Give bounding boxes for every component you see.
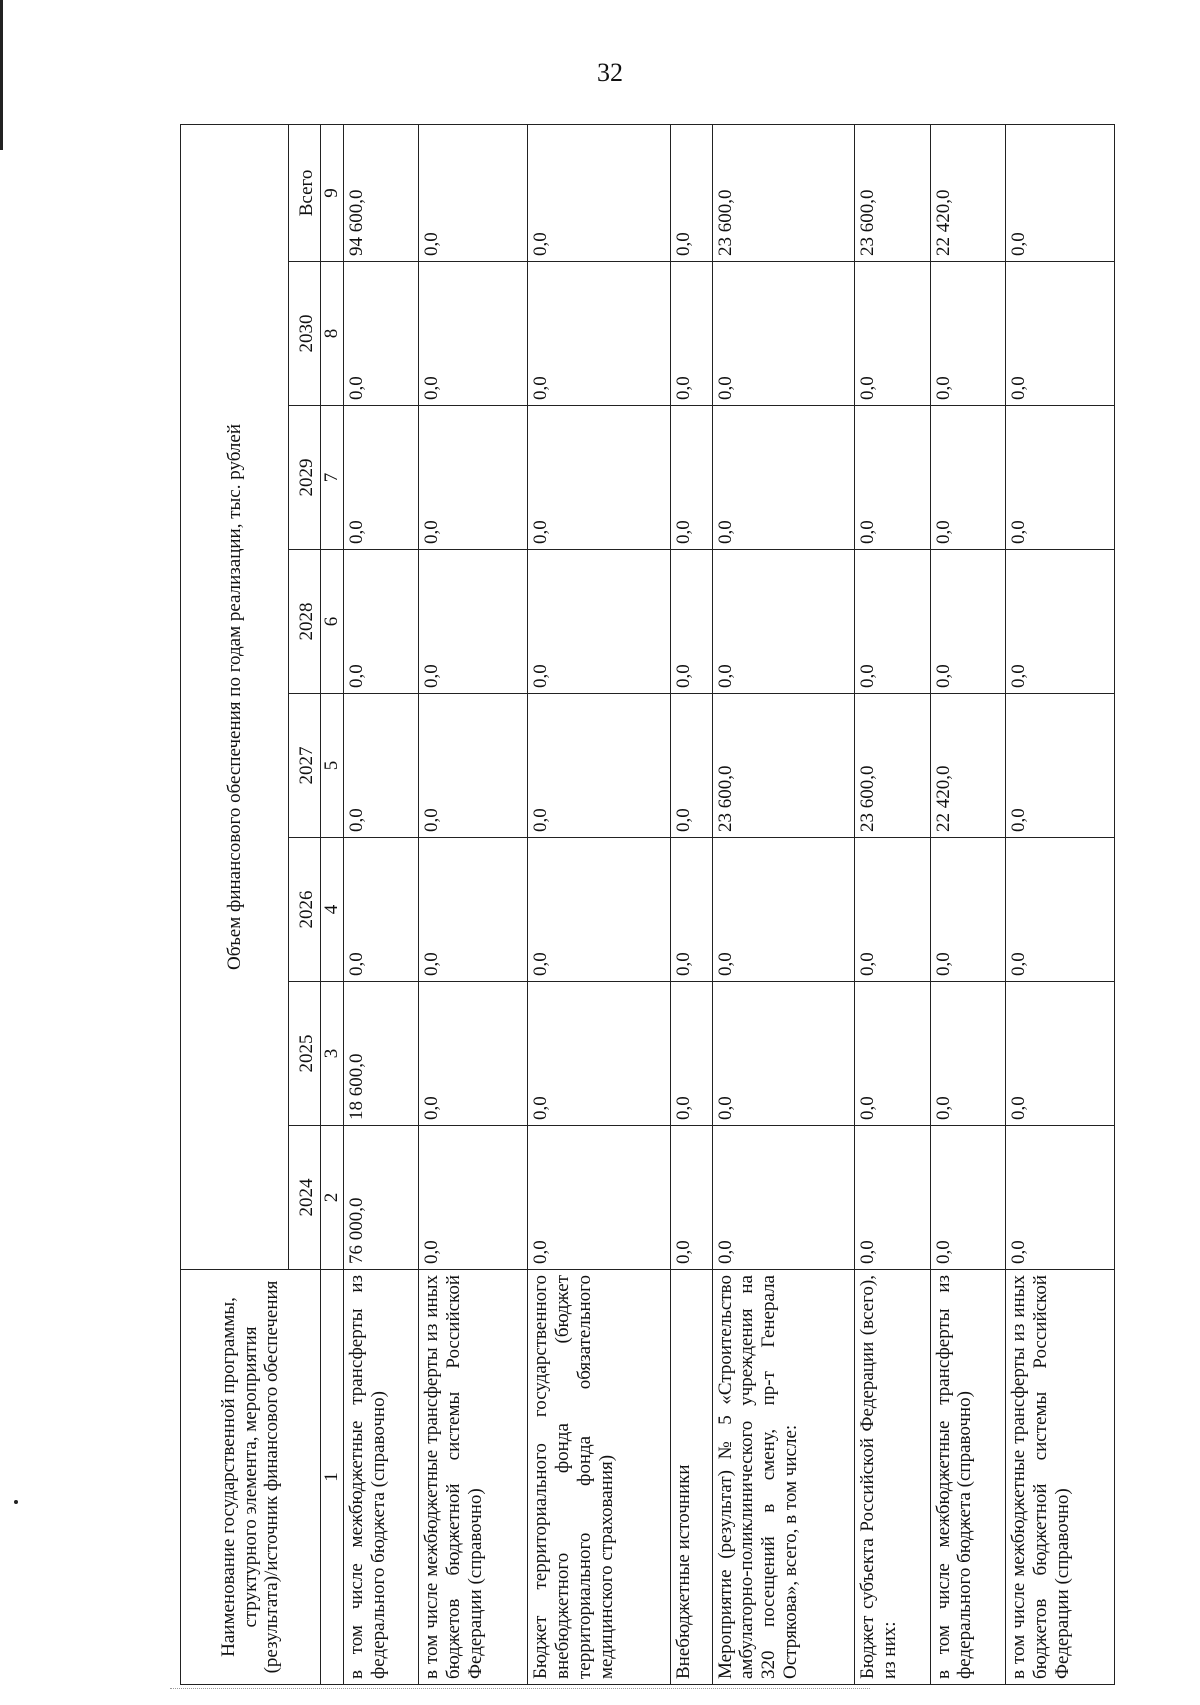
year-value-cell: 0,0	[930, 406, 1005, 550]
total-cell: 0,0	[419, 124, 528, 261]
table-row	[855, 124, 930, 1684]
year-value-cell: 0,0	[712, 1126, 855, 1270]
table-row	[528, 124, 671, 1684]
row-name-cell: Мероприятие (результат) № 5 «Строительство амбулаторно-поликлинического учреждения на 320 посещений в смену, пр-т Генерала Острякова», всего, в том числе:	[712, 1270, 855, 1685]
column-number: 7	[321, 406, 344, 550]
scan-edge-mark	[0, 0, 3, 150]
year-value-cell: 0,0	[855, 406, 930, 550]
table-row	[930, 124, 1005, 1684]
total-cell: 23 600,0	[855, 124, 930, 261]
row-name-cell: Внебюджетные источники	[671, 1270, 713, 1685]
row-name-cell: в том числе межбюджетные трансферты из федерального бюджета (справочно)	[343, 1270, 418, 1685]
year-header: 2030	[289, 262, 321, 406]
total-cell: 94 600,0	[343, 124, 418, 261]
year-value-cell: 0,0	[419, 694, 528, 838]
year-value-cell: 0,0	[419, 550, 528, 694]
year-value-cell: 0,0	[930, 1126, 1005, 1270]
column-number: 5	[321, 694, 344, 838]
year-value-cell: 0,0	[930, 838, 1005, 982]
year-value-cell: 0,0	[930, 550, 1005, 694]
year-value-cell: 0,0	[855, 838, 930, 982]
year-value-cell: 0,0	[671, 982, 713, 1126]
year-header: 2029	[289, 406, 321, 550]
name-column-header: Наименование государственной программы, структурного элемента, мероприятия (результата)/источник финансового обеспечения	[181, 1270, 321, 1685]
row-name-cell: в том числе межбюджетные трансферты из федерального бюджета (справочно)	[930, 1270, 1005, 1685]
column-number: 9	[321, 124, 344, 261]
column-number: 1	[321, 1270, 344, 1685]
year-value-cell: 0,0	[528, 982, 671, 1126]
table-row	[1005, 124, 1114, 1684]
year-value-cell: 0,0	[343, 694, 418, 838]
column-number-row	[321, 124, 344, 1684]
page-number: 32	[597, 58, 623, 87]
year-header: 2025	[289, 982, 321, 1126]
rotated-table-frame	[180, 125, 1115, 1685]
year-value-cell: 0,0	[528, 1126, 671, 1270]
year-value-cell: 0,0	[671, 1126, 713, 1270]
row-name-cell: в том числе межбюджетные трансферты из иных бюджетов бюджетной системы Российской Федерации (справочно)	[1005, 1270, 1114, 1685]
year-value-cell: 0,0	[528, 550, 671, 694]
year-value-cell: 0,0	[419, 1126, 528, 1270]
year-value-cell: 22 420,0	[930, 694, 1005, 838]
year-value-cell: 0,0	[855, 982, 930, 1126]
scan-bottom-noise	[170, 1688, 870, 1691]
year-value-cell: 0,0	[419, 838, 528, 982]
row-name-cell: Бюджет субъекта Российской Федерации (всего), из них:	[855, 1270, 930, 1685]
year-value-cell: 0,0	[1005, 982, 1114, 1126]
year-value-cell: 0,0	[930, 262, 1005, 406]
year-value-cell: 0,0	[671, 550, 713, 694]
year-value-cell: 0,0	[712, 982, 855, 1126]
year-value-cell: 0,0	[1005, 694, 1114, 838]
table-row	[343, 124, 418, 1684]
year-value-cell: 0,0	[671, 838, 713, 982]
year-value-cell: 0,0	[1005, 550, 1114, 694]
year-header: 2027	[289, 694, 321, 838]
year-value-cell: 23 600,0	[855, 694, 930, 838]
year-value-cell: 0,0	[1005, 406, 1114, 550]
year-header: 2028	[289, 550, 321, 694]
column-number: 6	[321, 550, 344, 694]
financing-table	[180, 124, 1115, 1685]
year-value-cell: 0,0	[1005, 262, 1114, 406]
year-value-cell: 0,0	[528, 694, 671, 838]
year-value-cell: 0,0	[1005, 838, 1114, 982]
year-value-cell: 0,0	[1005, 1126, 1114, 1270]
total-cell: 22 420,0	[930, 124, 1005, 261]
year-value-cell: 76 000,0	[343, 1126, 418, 1270]
table-row	[712, 124, 855, 1684]
year-value-cell: 0,0	[930, 982, 1005, 1126]
year-value-cell: 18 600,0	[343, 982, 418, 1126]
year-value-cell: 0,0	[343, 838, 418, 982]
total-cell: 23 600,0	[712, 124, 855, 261]
table-container	[180, 125, 1115, 1685]
total-cell: 0,0	[1005, 124, 1114, 261]
column-number: 3	[321, 982, 344, 1126]
year-value-cell: 0,0	[855, 550, 930, 694]
year-header: 2026	[289, 838, 321, 982]
scan-speck	[14, 1500, 18, 1504]
year-value-cell: 0,0	[671, 406, 713, 550]
year-value-cell: 0,0	[712, 550, 855, 694]
column-number: 2	[321, 1126, 344, 1270]
year-value-cell: 0,0	[419, 262, 528, 406]
year-value-cell: 0,0	[855, 262, 930, 406]
year-value-cell: 0,0	[343, 406, 418, 550]
year-value-cell: 0,0	[528, 838, 671, 982]
year-value-cell: 0,0	[671, 694, 713, 838]
column-number: 4	[321, 838, 344, 982]
year-value-cell: 0,0	[419, 982, 528, 1126]
year-value-cell: 0,0	[671, 262, 713, 406]
year-value-cell: 0,0	[528, 262, 671, 406]
total-header: Всего	[289, 124, 321, 261]
year-value-cell: 0,0	[855, 1126, 930, 1270]
year-value-cell: 0,0	[712, 262, 855, 406]
year-value-cell: 0,0	[712, 838, 855, 982]
year-value-cell: 0,0	[343, 550, 418, 694]
volume-header: Объем финансового обеспечения по годам реализации, тыс. рублей	[181, 124, 289, 1269]
total-cell: 0,0	[528, 124, 671, 261]
year-value-cell: 0,0	[343, 262, 418, 406]
row-name-cell: Бюджет территориального государственного внебюджетного фонда (бюджет территориального фонда обязательного медицинского страхования)	[528, 1270, 671, 1685]
table-body	[343, 124, 1114, 1684]
year-value-cell: 0,0	[712, 406, 855, 550]
year-value-cell: 23 600,0	[712, 694, 855, 838]
year-header: 2024	[289, 1126, 321, 1270]
table-row	[671, 124, 713, 1684]
year-value-cell: 0,0	[528, 406, 671, 550]
row-name-cell: в том числе межбюджетные трансферты из иных бюджетов бюджетной системы Российской Федерации (справочно)	[419, 1270, 528, 1685]
year-value-cell: 0,0	[419, 406, 528, 550]
column-number: 8	[321, 262, 344, 406]
table-row	[419, 124, 528, 1684]
total-cell: 0,0	[671, 124, 713, 261]
